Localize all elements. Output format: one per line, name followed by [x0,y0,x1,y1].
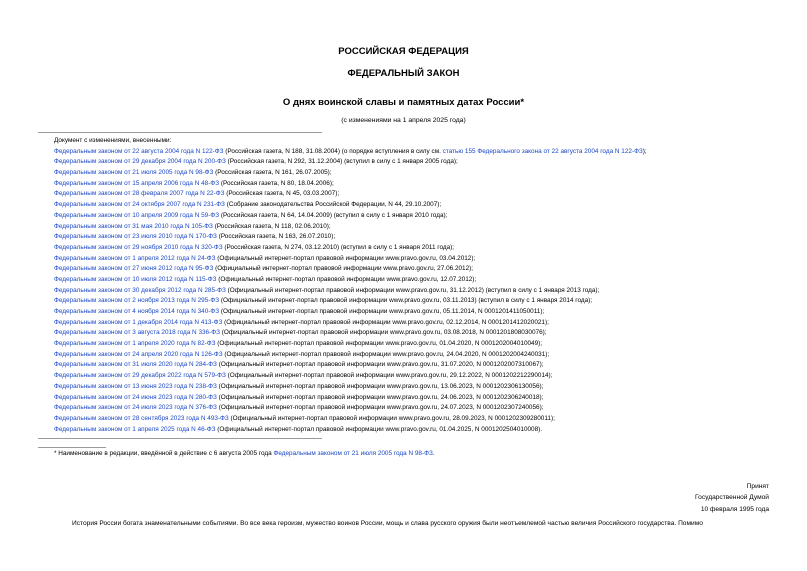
amendment-source-text: (Официальный интернет-портал правовой информации www.pravo.gov.ru, 13.06.2023, N 0001202306130056); [216,382,544,390]
amendment-source-text: (Официальный интернет-портал правовой информации www.pravo.gov.ru, 28.09.2023, N 0001202309280011); [228,414,555,422]
amendment-law-link[interactable]: Федеральным законом от 24 июля 2023 года N 376-ФЗ [54,404,217,412]
amendment-source-text: (Российская газета, N 80, 18.04.2006); [219,179,334,187]
amendment-source-text: (Официальный интернет-портал правовой информации www.pravo.gov.ru, 24.04.2020, N 0001202004240031); [222,350,550,358]
amendment-source-text: (Официальный интернет-портал правовой информации www.pravo.gov.ru, 24.06.2023, N 0001202306240018); [216,393,544,401]
amendment-item [54,147,799,158]
amendment-item [54,211,799,222]
adoption-date: 10 февраля 1995 года [700,505,769,513]
amendment-source-text: (Официальный интернет-портал правовой информации www.pravo.gov.ru, 27.06.2012); [213,265,474,273]
amendment-item [54,254,799,265]
amendment-law-link[interactable]: Федеральным законом от 31 мая 2010 года N 105-ФЗ [54,222,213,230]
amendment-law-link[interactable]: Федеральным законом от 29 декабря 2022 года N 579-ФЗ [54,372,226,380]
amendment-law-link[interactable]: Федеральным законом от 28 февраля 2007 года N 22-ФЗ [54,190,225,198]
changes-intro: Документ с изменениями, внесенными: [54,137,172,144]
amendment-source-text: (Российская газета, N 292, 31.12.2004) (вступил в силу с 1 января 2005 года); [225,158,458,166]
amendment-law-link[interactable]: Федеральным законом от 22 августа 2004 года N 122-ФЗ [54,147,224,155]
amendment-source-text: (Российская газета, N 161, 26.07.2005); [213,169,332,177]
amendment-tail-text: ); [642,147,647,155]
amendment-item [54,403,799,414]
amendment-item [54,243,799,254]
amendment-item [54,425,799,436]
amendment-item [54,318,799,329]
amendment-item [54,275,799,286]
amendment-item [54,360,799,371]
adoption-line-1: Принят [746,483,769,490]
amendment-source-text: (Официальный интернет-портал правовой информации www.pravo.gov.ru, 03.11.2013) (вступил в силу с 1 января 2014 года); [219,297,593,305]
amendment-item [54,393,799,404]
amendment-source-text: (Собрание законодательства Российской Федерации, N 44, 29.10.2007); [224,201,442,209]
amendment-source-text: (Официальный интернет-портал правовой информации www.pravo.gov.ru, 03.08.2018, N 0001201808030076); [219,329,547,337]
amendment-law-link[interactable]: Федеральным законом от 2 ноября 2013 года N 295-ФЗ [54,297,220,305]
changes-list [54,136,799,435]
amendment-law-link[interactable]: Федеральным законом от 15 апреля 2006 года N 48-ФЗ [54,179,220,187]
document-type-heading: ФЕДЕРАЛЬНЫЙ ЗАКОН [347,68,460,79]
amendment-source-text: (Официальный интернет-портал правовой информации www.pravo.gov.ru, 03.04.2012); [215,254,476,262]
amendment-law-link[interactable]: Федеральным законом от 30 декабря 2012 года N 285-ФЗ [54,286,226,294]
amendment-item [54,350,799,361]
amendment-source-text: (Официальный интернет-портал правовой информации www.pravo.gov.ru, 01.04.2020, N 0001202004010049); [215,340,543,348]
edition-note: (с изменениями на 1 апреля 2025 года) [341,117,466,124]
amendment-item [54,168,799,179]
amendment-item [54,157,799,168]
amendment-item [54,307,799,318]
amendment-law-link[interactable]: Федеральным законом от 24 октября 2007 года N 231-ФЗ [54,201,225,209]
amendment-source-text: (Российская газета, N 45, 03.03.2007); [224,190,340,198]
adoption-line-2: Государственной Думой [695,494,769,502]
amendment-item [54,382,799,393]
amendment-law-link[interactable]: Федеральным законом от 1 декабря 2014 года N 413-ФЗ [54,318,223,326]
amendment-item [54,222,799,233]
adoption-block [695,481,769,515]
footnote-rule [38,447,106,448]
amendment-item [54,296,799,307]
amendment-law-link[interactable]: Федеральным законом от 13 июня 2023 года N 238-ФЗ [54,382,217,390]
amendment-source-text: (Российская газета, N 118, 02.06.2010); [212,222,331,230]
preamble-paragraph: История России богата знаменательными событиями. Во все века героизм, мужество воинов России, мощь и слава русского оружия были неотъемлемой частью величия Российского государства. Помимо [72,520,703,527]
amendment-item [54,414,799,425]
amendment-source-text: (Официальный интернет-портал правовой информации www.pravo.gov.ru, 31.12.2012) (вступил в силу с 1 января 2013 года); [225,286,600,294]
footnote-text: * Наименование в редакции, введённой в действие с 6 августа 2005 года [54,450,274,457]
amendment-source-text: (Официальный интернет-портал правовой информации www.pravo.gov.ru, 29.12.2022, N 0001202212290014); [225,372,553,380]
amendment-law-link[interactable]: Федеральным законом от 1 апреля 2025 года N 46-ФЗ [54,425,216,433]
amendment-source-text: (Официальный интернет-портал правовой информации www.pravo.gov.ru, 05.11.2014, N 0001201411050011); [219,308,545,315]
changes-items [54,147,799,436]
footnote [54,450,435,457]
footnote-tail: . [432,450,435,457]
amendment-source-text: (Официальный интернет-портал правовой информации www.pravo.gov.ru, 12.07.2012); [216,275,477,283]
amendment-item [54,200,799,211]
amendment-law-link[interactable]: Федеральным законом от 1 апреля 2012 года N 24-ФЗ [54,254,216,262]
amendment-law-link[interactable]: Федеральным законом от 24 июня 2023 года N 280-ФЗ [54,393,217,401]
changes-top-rule [38,132,322,133]
amendment-law-link[interactable]: Федеральным законом от 27 июня 2012 года N 95-ФЗ [54,265,214,273]
amendment-source-text: (Российская газета, N 188, 31.08.2004) (о порядке вступления в силу см. [223,147,443,155]
amendment-item [54,189,799,200]
amendment-law-link[interactable]: Федеральным законом от 23 июля 2010 года N 170-ФЗ [54,233,217,241]
amendment-source-text: (Российская газета, N 64, 14.04.2009) (вступил в силу с 1 января 2010 года); [219,211,448,219]
amendment-source-text: (Официальный интернет-портал правовой информации www.pravo.gov.ru, 24.07.2023, N 0001202307240056); [216,404,544,412]
amendment-item [54,339,799,350]
amendment-source-text: (Официальный интернет-портал правовой информации www.pravo.gov.ru, 02.12.2014, N 0001201412020021); [222,318,549,326]
changes-bottom-rule [38,438,322,439]
amendment-item [54,286,799,297]
footnote-law-link[interactable]: Федеральным законом от 21 июля 2005 года N 98-ФЗ [273,450,433,457]
amendment-item [54,179,799,190]
amendment-source-text: (Официальный интернет-портал правовой информации www.pravo.gov.ru, 01.04.2025, N 0001202504010008). [215,425,543,433]
amendment-source-text: (Официальный интернет-портал правовой информации www.pravo.gov.ru, 31.07.2020, N 0001202007310067); [216,361,544,369]
amendment-item [54,371,799,382]
amendment-law-link[interactable]: Федеральным законом от 4 ноября 2014 года N 340-ФЗ [54,308,220,315]
amendment-source-text: (Российская газета, N 274, 03.12.2010) (вступил в силу с 1 января 2011 года); [222,243,455,251]
amendment-item [54,232,799,243]
document-title: О днях воинской славы и памятных датах России* [282,97,525,108]
amendment-law-link[interactable]: Федеральным законом от 31 июля 2020 года N 284-ФЗ [54,361,217,369]
amendment-law-link[interactable]: Федеральным законом от 1 апреля 2020 года N 82-ФЗ [54,340,216,348]
amendment-law-link[interactable]: Федеральным законом от 24 апреля 2020 года N 126-ФЗ [54,350,223,358]
amendment-law-link[interactable]: Федеральным законом от 10 июля 2012 года N 115-ФЗ [54,275,217,283]
amendment-law-link[interactable]: Федеральным законом от 29 ноября 2010 года N 320-ФЗ [54,243,223,251]
amendment-law-link[interactable]: Федеральным законом от 21 июля 2005 года N 98-ФЗ [54,169,214,177]
amendment-law-link[interactable]: Федеральным законом от 29 декабря 2004 года N 200-ФЗ [54,158,226,166]
amendment-law-link[interactable]: Федеральным законом от 3 августа 2018 года N 336-ФЗ [54,329,220,337]
country-heading: РОССИЙСКАЯ ФЕДЕРАЦИЯ [338,46,469,57]
amendment-law-link[interactable]: Федеральным законом от 10 апреля 2009 года N 59-ФЗ [54,211,220,219]
amendment-source-text: (Российская газета, N 163, 26.07.2010); [216,233,336,241]
amendment-law-link[interactable]: Федеральным законом от 28 сентября 2023 года N 493-ФЗ [54,414,229,422]
amendment-item [54,328,799,339]
amendment-article-link[interactable]: статью 155 Федерального закона от 22 августа 2004 года N 122-ФЗ [442,147,643,155]
amendment-item [54,264,799,275]
